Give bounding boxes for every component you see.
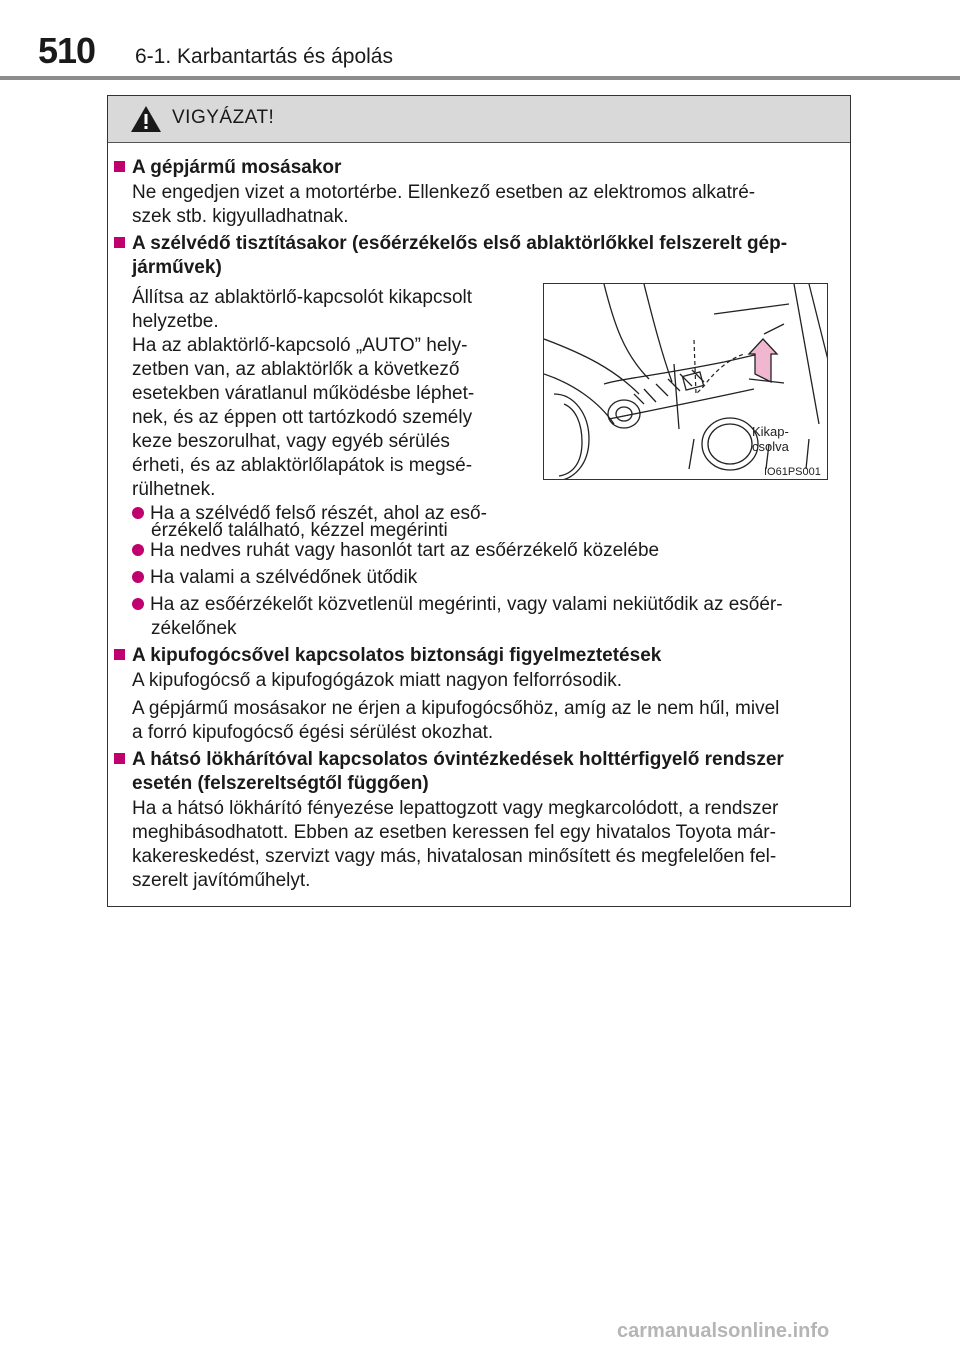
para-exhaust-2-line2: a forró kipufogócső égési sérülést okozhat. <box>132 722 494 743</box>
figure-code: IO61PS001 <box>764 466 821 478</box>
bullet-item-cont: érzékelő található, kézzel megérinti <box>151 520 448 541</box>
bullet-text: Ha az esőérzékelőt közvetlenül megérinti, vagy valami nekiütődik az esőér- <box>150 594 783 615</box>
bullet-text: Ha valami a szélvédőnek ütődik <box>150 567 418 588</box>
para-exhaust-1: A kipufogócső a kipufogógázok miatt nagyon felforrósodik. <box>132 670 623 691</box>
round-bullet-icon <box>132 507 144 519</box>
square-bullet-icon <box>114 237 125 248</box>
para-windshield-line8: érheti, és az ablaktörlőlapátok is megsé- <box>132 455 473 476</box>
bullet-item <box>132 539 659 563</box>
heading-text: A gépjármű mosásakor <box>132 157 342 178</box>
para-windshield-line6: nek, és az éppen ott tartózkodó személy <box>132 407 473 428</box>
para-bumper-line2: meghibásodhatott. Ebben az esetben keressen fel egy hivatalos Toyota már- <box>132 822 776 843</box>
para-windshield-line7: keze beszorulhat, vagy egyéb sérülés <box>132 431 450 452</box>
section-heading-windshield-line2: járművek) <box>132 257 222 278</box>
section-heading-windshield <box>114 232 844 256</box>
wiper-switch-figure <box>543 283 828 480</box>
heading-text: A kipufogócsővel kapcsolatos biztonsági figyelmeztetések <box>132 645 662 666</box>
square-bullet-icon <box>114 161 125 172</box>
watermark: carmanualsonline.info <box>617 1320 830 1342</box>
para-windshield-line9: rülhetnek. <box>132 479 216 500</box>
bullet-text: Ha a szélvédő felső részét, ahol az eső- <box>150 503 487 524</box>
para-washing-line1: Ne engedjen vizet a motortérbe. Ellenkező esetben az elektromos alkatré- <box>132 182 756 203</box>
heading-text: A szélvédő tisztításakor (esőérzékelős első ablaktörlőkkel felszerelt gép- <box>132 233 788 254</box>
para-exhaust-2-line1: A gépjármű mosásakor ne érjen a kipufogócsőhöz, amíg az le nem hűl, mivel <box>132 698 780 719</box>
para-bumper-line3: kakereskedést, szervizt vagy más, hivatalosan minősített és megfelelően fel- <box>132 846 777 867</box>
para-windshield-line5: esetekben váratlanul működésbe léphet- <box>132 383 475 404</box>
section-heading-bumper-line2: esetén (felszereltségtől függően) <box>132 773 429 794</box>
round-bullet-icon <box>132 598 144 610</box>
para-windshield-line3: Ha az ablaktörlő-kapcsoló „AUTO” hely- <box>132 335 468 356</box>
warning-header <box>108 96 850 143</box>
header-rule <box>0 76 960 80</box>
bullet-item-cont: zékelőnek <box>151 618 237 639</box>
para-windshield-line4: zetben van, az ablaktörlők a következő <box>132 359 460 380</box>
para-bumper-line1: Ha a hátsó lökhárító fényezése lepattogzott vagy megkarcolódott, a rendszer <box>132 798 779 819</box>
page-header <box>0 0 960 80</box>
square-bullet-icon <box>114 649 125 660</box>
section-heading-washing <box>114 156 341 180</box>
page-number: 510 <box>38 30 96 71</box>
warning-title: VIGYÁZAT! <box>172 107 275 128</box>
bullet-text: Ha nedves ruhát vagy hasonlót tart az esőérzékelő közelébe <box>150 540 660 561</box>
chapter-title: 6-1. Karbantartás és ápolás <box>135 45 393 68</box>
warning-triangle-icon <box>130 105 162 133</box>
square-bullet-icon <box>114 753 125 764</box>
para-windshield-line2: helyzetbe. <box>132 311 219 332</box>
heading-text: A hátsó lökhárítóval kapcsolatos óvintézkedések holttérfigyelő rendszer <box>132 749 784 770</box>
figure-label <box>752 424 789 454</box>
section-heading-exhaust <box>114 644 661 668</box>
round-bullet-icon <box>132 571 144 583</box>
bullet-item <box>132 566 417 590</box>
figure-label-line1: Kikap- <box>752 424 789 439</box>
para-windshield-line1: Állítsa az ablaktörlő-kapcsolót kikapcsolt <box>132 287 473 308</box>
para-washing-line2: szek stb. kigyulladhatnak. <box>132 206 349 227</box>
para-bumper-line4: szerelt javítóműhelyt. <box>132 870 311 891</box>
bullet-item <box>132 593 844 617</box>
round-bullet-icon <box>132 544 144 556</box>
section-heading-bumper <box>114 748 844 772</box>
figure-label-line2: csolva <box>752 439 789 454</box>
